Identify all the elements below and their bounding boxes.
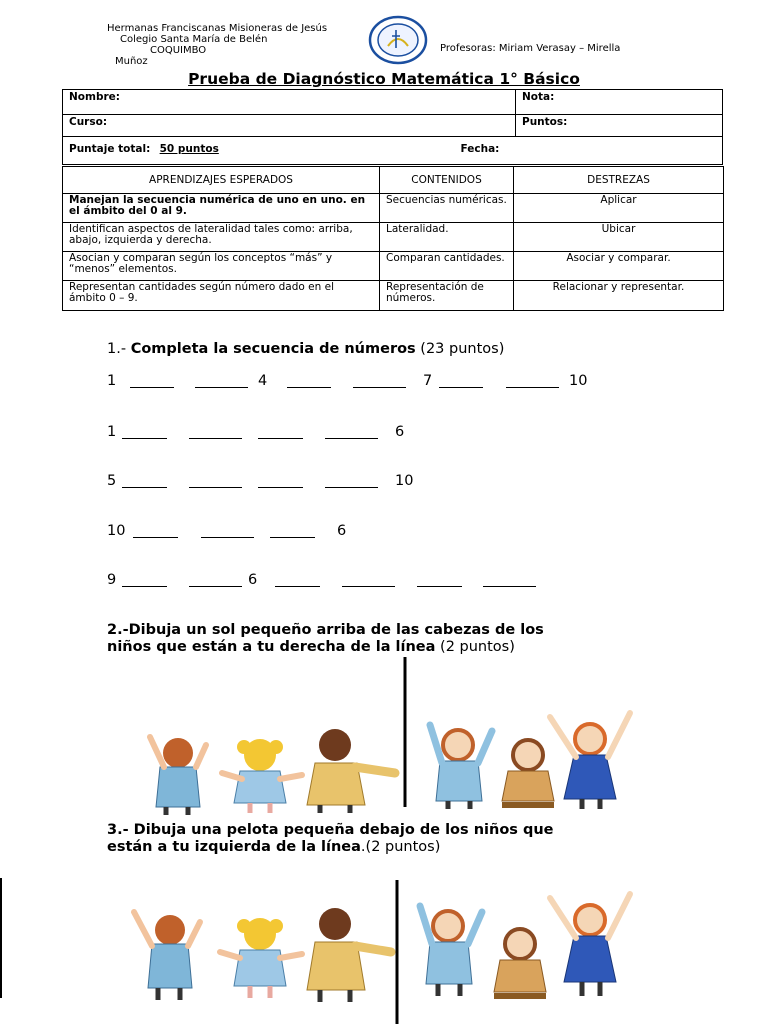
question-1-heading: 1.- Completa la secuencia de números (23 puntos) [107,341,505,357]
content-cell: Comparan cantidades. [380,252,514,281]
question-3-heading [107,822,554,856]
sequence-number: 1 [107,373,117,389]
child-figure [502,740,554,805]
objectives-table [62,166,724,311]
sequence-number: 10 [107,523,126,539]
children-illustration-2 [120,878,650,1024]
answer-blank[interactable] [325,424,378,439]
skill-cell: Ubicar [514,223,724,252]
child-figure [420,906,482,996]
answer-blank[interactable] [201,523,254,538]
answer-blank[interactable] [506,373,559,388]
sequence-number: 7 [423,373,433,389]
answer-blank[interactable] [189,424,242,439]
answer-blank[interactable] [439,373,483,388]
teacher-surname: Muñoz [115,56,148,67]
children-illustration-1 [130,655,650,815]
sequence-number: 6 [248,572,258,588]
points-label: Puntos: [522,116,568,128]
answer-blank[interactable] [258,473,303,488]
sequence-number: 9 [107,572,117,588]
question-3-text-line2: están a tu izquierda de la línea [107,839,361,855]
answer-blank[interactable] [270,523,315,538]
objective-cell: Asocian y comparan según los conceptos “más” y “menos” elementos. [63,252,380,281]
objective-cell: Representan cantidades según número dado en el ámbito 0 – 9. [63,281,380,311]
child-figure [494,929,546,996]
answer-blank[interactable] [122,572,167,587]
answer-blank[interactable] [353,373,406,388]
question-3-points: .(2 puntos) [360,839,441,855]
child-figure [134,912,200,1000]
grade-label: Nota: [522,91,555,103]
answer-blank[interactable] [130,373,174,388]
header-contents: CONTENIDOS [380,167,514,194]
child-figure [307,908,391,1002]
answer-blank[interactable] [122,424,167,439]
school-city: COQUIMBO [150,45,207,56]
school-seal-icon [366,14,430,66]
child-figure [150,737,206,815]
school-college: Colegio Santa María de Belén [120,34,268,45]
sequence-number: 10 [395,473,414,489]
answer-blank[interactable] [133,523,178,538]
child-figure [220,918,302,998]
total-value: 50 puntos [159,143,219,155]
child-figure [222,739,302,813]
skill-cell: Aplicar [514,194,724,223]
date-label: Fecha: [460,143,500,155]
child-figure [430,725,492,809]
answer-blank[interactable] [189,473,242,488]
student-info-table [62,89,723,165]
header-skills: DESTREZAS [514,167,724,194]
answer-blank[interactable] [122,473,167,488]
child-figure [307,729,395,813]
sequence-number: 6 [395,424,405,440]
child-figure [550,894,630,996]
child-figure [550,713,630,809]
sequence-number: 10 [569,373,588,389]
content-cell: Secuencias numéricas. [380,194,514,223]
teachers: Profesoras: Miriam Verasay – Mirella [440,43,621,54]
header-learning: APRENDIZAJES ESPERADOS [63,167,380,194]
question-2-heading [107,622,544,656]
answer-blank[interactable] [325,473,378,488]
answer-blank[interactable] [483,572,536,587]
question-1-text: Completa la secuencia de números [130,341,416,357]
question-1-points: (23 puntos) [415,341,505,357]
objective-cell: Identifican aspectos de lateralidad tales como: arriba, abajo, izquierda y derecha. [63,223,380,252]
answer-blank[interactable] [275,572,320,587]
answer-blank[interactable] [195,373,248,388]
sequence-number: 1 [107,424,117,440]
total-label: Puntaje total: [69,143,151,155]
answer-blank[interactable] [189,572,242,587]
skill-cell: Asociar y comparar. [514,252,724,281]
question-2-text-line2: niños que están a tu derecha de la línea [107,639,436,655]
objective-cell: Manejan la secuencia numérica de uno en uno. en el ámbito del 0 al 9. [63,194,380,223]
answer-blank[interactable] [342,572,395,587]
question-2-points: (2 puntos) [435,639,515,655]
question-3-text-line1: 3.- Dibuja una pelota pequeña debajo de los niños que [107,822,554,838]
answer-blank[interactable] [258,424,303,439]
left-edge-line [0,878,2,998]
answer-blank[interactable] [417,572,462,587]
sequence-number: 4 [258,373,268,389]
answer-blank[interactable] [287,373,331,388]
name-label: Nombre: [69,91,120,103]
skill-cell: Relacionar y representar. [514,281,724,311]
content-cell: Representación de números. [380,281,514,311]
question-2-text-line1: 2.-Dibuja un sol pequeño arriba de las cabezas de los [107,622,544,638]
content-cell: Lateralidad. [380,223,514,252]
sequence-number: 5 [107,473,117,489]
sequence-number: 6 [337,523,347,539]
school-name: Hermanas Franciscanas Misioneras de Jesús [107,23,328,34]
page-title: Prueba de Diagnóstico Matemática 1° Básico [188,70,580,88]
course-label: Curso: [69,116,108,128]
